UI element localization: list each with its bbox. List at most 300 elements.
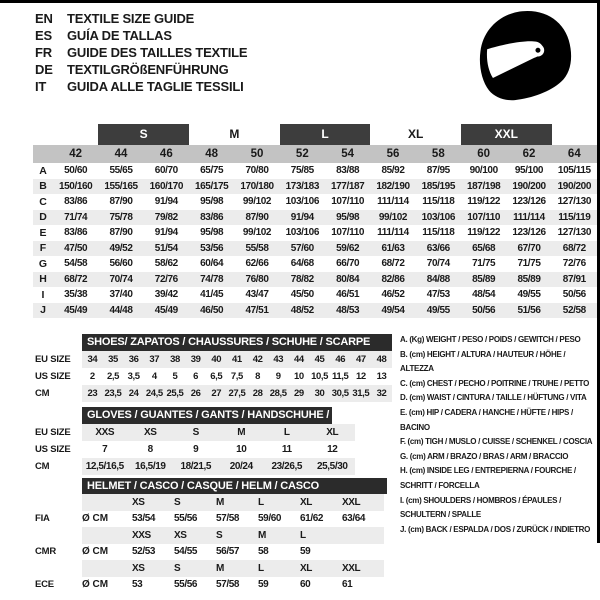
shoes-value: 12 xyxy=(355,371,366,382)
measure-value: 79/82 xyxy=(154,211,178,223)
helmet-value: 57/58 xyxy=(216,513,240,525)
language-code: IT xyxy=(35,79,47,94)
size-column-header: 60 xyxy=(477,148,491,160)
measure-value: 58/62 xyxy=(154,258,178,270)
shoes-value: 42 xyxy=(247,351,268,368)
shoes-value: 30 xyxy=(309,385,330,402)
measure-value: 48/53 xyxy=(336,304,360,316)
measure-value: 49/54 xyxy=(381,304,405,316)
standard-label-cmr: CMR xyxy=(35,546,57,558)
size-column-header: 42 xyxy=(69,148,83,160)
measure-value: 48/52 xyxy=(290,304,314,316)
size-column-header: 62 xyxy=(522,148,536,160)
shoes-value: 4 xyxy=(151,371,157,382)
size-column-header: 44 xyxy=(114,148,128,160)
helmet-value: 55/56 xyxy=(174,579,198,591)
measure-value: 107/110 xyxy=(331,196,365,208)
measure-value: 44/48 xyxy=(109,304,133,316)
helmet-value: XL xyxy=(300,560,342,577)
helmet-size-row xyxy=(35,560,387,577)
shoes-value: 5 xyxy=(172,371,178,382)
shoes-value: 2,5 xyxy=(106,371,119,382)
shoes-value: 2 xyxy=(89,371,95,382)
size-column-header: 48 xyxy=(205,148,219,160)
gloves-value: 12 xyxy=(327,444,338,455)
helmet-value: XXL xyxy=(342,494,384,511)
helmet-value: XXS xyxy=(132,527,174,544)
shoes-value: 37 xyxy=(144,351,165,368)
measure-value: 78/82 xyxy=(290,273,314,285)
helmet-value: S xyxy=(174,494,216,511)
helmet-size-row xyxy=(35,527,387,544)
legend-item: C. (cm) CHEST / PECHO / POITRINE / TRUHE / PETTO xyxy=(400,378,590,388)
row-letter: H xyxy=(39,273,47,286)
row-label-us-size: US SIZE xyxy=(35,371,71,382)
size-header-row xyxy=(33,145,597,163)
measure-value: 55/65 xyxy=(109,165,133,177)
measure-value: 49/52 xyxy=(109,242,133,254)
measure-value: 56/60 xyxy=(109,258,133,270)
language-code: ES xyxy=(35,28,52,43)
gloves-size-table xyxy=(35,407,373,475)
shoes-value: 30,5 xyxy=(330,385,351,402)
legend-item: F. (cm) TIGH / MUSLO / CUISSE / SCHENKEL / COSCIA xyxy=(400,437,593,447)
measure-value: 45/49 xyxy=(154,304,178,316)
measure-value: 83/86 xyxy=(64,196,88,208)
gloves-row xyxy=(35,458,355,475)
measure-value: 62/66 xyxy=(245,258,269,270)
measure-value: 87/91 xyxy=(562,273,586,285)
measure-value: 80/84 xyxy=(336,273,360,285)
measure-value: 67/70 xyxy=(517,242,541,254)
helmet-value: XL xyxy=(300,494,342,511)
measure-value: 99/102 xyxy=(242,196,272,208)
legend-item: G. (cm) ARM / BRAZO / BRAS / ARM / BRACCIO xyxy=(400,451,569,461)
measure-value: 182/190 xyxy=(376,180,410,192)
row-letter: F xyxy=(39,242,47,255)
measure-value: 55/58 xyxy=(245,242,269,254)
size-group-xl: XL xyxy=(407,127,424,141)
size-column-header: 46 xyxy=(159,148,173,160)
diameter-cm-label xyxy=(82,527,132,544)
gloves-value: 12,5/16,5 xyxy=(82,458,128,475)
measure-value: 63/66 xyxy=(426,242,450,254)
measure-value: 84/88 xyxy=(426,273,450,285)
row-letter: E xyxy=(39,226,47,239)
measure-value: 95/98 xyxy=(200,227,224,239)
row-letter: J xyxy=(40,304,46,317)
legend-item: E. (cm) HIP / CADERA / HANCHE / HÜFTE / HIPS / BACINO xyxy=(400,407,573,432)
measure-value: 111/114 xyxy=(377,196,409,208)
measure-value: 65/68 xyxy=(472,242,496,254)
measure-value: 68/72 xyxy=(562,242,586,254)
measure-value: 75/85 xyxy=(290,165,314,177)
shoes-value: 36 xyxy=(123,351,144,368)
measure-value: 71/74 xyxy=(64,211,88,223)
diameter-cm-label: Ø CM xyxy=(82,579,109,591)
gloves-value: XS xyxy=(128,424,174,441)
measure-value: 91/94 xyxy=(154,196,178,208)
shoes-value: 10 xyxy=(294,371,304,382)
measure-value: 190/200 xyxy=(512,180,546,192)
measure-value: 150/160 xyxy=(58,180,93,192)
measure-row-e xyxy=(33,225,597,241)
measure-value: 76/80 xyxy=(245,273,269,285)
measure-row-c xyxy=(33,194,597,210)
shoes-row xyxy=(35,385,392,402)
measure-value: 70/74 xyxy=(426,258,450,270)
measure-value: 115/119 xyxy=(558,211,591,223)
shoes-size-table xyxy=(35,334,392,402)
legend-item: J. (cm) BACK / ESPALDA / DOS / ZURÜCK / INDIETRO xyxy=(400,524,591,534)
measure-value: 103/106 xyxy=(285,196,319,208)
helmet-value: 60 xyxy=(300,579,311,591)
measure-value: 47/50 xyxy=(64,242,88,254)
helmet-size-table xyxy=(35,478,387,593)
measure-value: 48/54 xyxy=(472,289,496,301)
row-label-cm: CM xyxy=(35,388,50,399)
measure-value: 51/56 xyxy=(517,304,541,316)
measure-row-b xyxy=(33,179,597,195)
measure-value: 173/183 xyxy=(285,180,319,192)
measure-value: 87/90 xyxy=(245,211,269,223)
measure-value: 82/86 xyxy=(381,273,405,285)
row-letter: G xyxy=(38,257,48,270)
measure-value: 85/92 xyxy=(381,165,405,177)
measure-value: 35/38 xyxy=(64,289,88,301)
measure-row-h xyxy=(33,272,597,288)
measure-value: 50/56 xyxy=(562,289,586,301)
measure-value: 103/106 xyxy=(421,211,455,223)
measure-value: 68/72 xyxy=(64,273,88,285)
measure-value: 123/126 xyxy=(512,196,546,208)
measure-value: 43/47 xyxy=(245,289,269,301)
measure-value: 61/63 xyxy=(381,242,405,254)
measure-value: 111/114 xyxy=(513,211,545,223)
shoes-value: 26 xyxy=(185,385,206,402)
gloves-value: L xyxy=(264,424,310,441)
measure-value: 87/90 xyxy=(109,227,133,239)
gloves-value: 18/21,5 xyxy=(173,458,219,475)
row-letter: C xyxy=(39,195,47,208)
shoes-value: 13 xyxy=(376,371,387,382)
diameter-cm-label xyxy=(82,494,132,511)
measure-value: 75/78 xyxy=(109,211,133,223)
measure-value: 50/56 xyxy=(472,304,496,316)
measure-value: 71/75 xyxy=(517,258,541,270)
shoes-value: 48 xyxy=(371,351,392,368)
helmet-value: 59/60 xyxy=(258,513,282,525)
size-column-header: 58 xyxy=(431,148,445,160)
helmet-value: L xyxy=(258,560,300,577)
measure-value: 155/165 xyxy=(104,180,138,192)
shoes-value: 46 xyxy=(330,351,351,368)
size-group-row xyxy=(33,124,597,145)
gloves-value: 10 xyxy=(236,444,247,455)
legend-item: I. (cm) SHOULDERS / HOMBROS / ÉPAULES / SCHULTERN / SPALLE xyxy=(400,495,562,520)
measure-value: 45/50 xyxy=(290,289,314,301)
measure-value: 87/90 xyxy=(109,196,133,208)
size-column-header: 56 xyxy=(386,148,400,160)
language-code: EN xyxy=(35,11,53,26)
legend-item: B. (cm) HEIGHT / ALTURA / HAUTEUR / HÖHE / ALTEZZA xyxy=(400,349,566,374)
legend-item: D. (cm) WAIST / CINTURA / TAILLE / HÜFTUNG / VITA xyxy=(400,393,587,403)
shoes-section-title: SHOES/ ZAPATOS / CHAUSSURES / SCHUHE / SCARPE xyxy=(82,334,392,351)
row-label-eu-size: EU SIZE xyxy=(35,427,71,438)
measure-value: 187/198 xyxy=(466,180,501,192)
measure-value: 95/98 xyxy=(336,211,360,223)
measure-value: 190/200 xyxy=(557,180,591,192)
measure-value: 85/89 xyxy=(517,273,541,285)
measure-value: 127/130 xyxy=(557,227,591,239)
shoes-value: 6 xyxy=(193,371,199,382)
shoes-value: 31,5 xyxy=(351,385,372,402)
language-title: TEXTILE SIZE GUIDE xyxy=(67,11,195,26)
shoes-value: 24,5 xyxy=(144,385,165,402)
shoes-value: 32 xyxy=(371,385,392,402)
measure-row-g xyxy=(33,256,597,272)
measure-value: 45/49 xyxy=(64,304,88,316)
shoes-value: 38 xyxy=(165,351,186,368)
shoes-value: 24 xyxy=(123,385,144,402)
gloves-row xyxy=(35,441,355,458)
helmet-value: XS xyxy=(132,560,174,577)
measure-value: 60/64 xyxy=(200,258,224,270)
shoes-value: 27,5 xyxy=(227,385,248,402)
shoes-value: 27 xyxy=(206,385,227,402)
measure-value: 64/68 xyxy=(290,258,314,270)
helmet-value: 61/62 xyxy=(300,513,324,525)
row-label-cm: CM xyxy=(35,461,50,472)
size-group-s: S xyxy=(98,124,189,145)
shoes-value: 40 xyxy=(206,351,227,368)
helmet-value: XS xyxy=(174,527,216,544)
shoes-value: 39 xyxy=(185,351,206,368)
helmet-value xyxy=(342,527,384,544)
language-title: GUIDE DES TAILLES TEXTILE xyxy=(67,45,248,60)
measure-value: 119/122 xyxy=(467,196,501,208)
measure-value: 72/76 xyxy=(154,273,178,285)
helmet-size-row xyxy=(35,494,387,511)
measure-value: 50/60 xyxy=(64,165,88,177)
shoes-value: 44 xyxy=(289,351,310,368)
measure-value: 99/102 xyxy=(242,227,272,239)
helmet-row-cmr xyxy=(35,544,387,561)
measure-value: 87/95 xyxy=(426,165,450,177)
language-code: FR xyxy=(35,45,52,60)
diameter-cm-label xyxy=(82,560,132,577)
size-group-m: M xyxy=(229,127,240,141)
shoes-value: 7,5 xyxy=(230,371,243,382)
measure-value: 46/50 xyxy=(200,304,224,316)
measure-value: 71/75 xyxy=(472,258,496,270)
helmet-value: XXL xyxy=(342,560,384,577)
legend-item: A. (Kg) WEIGHT / PESO / POIDS / GEWITCH / PESO xyxy=(400,335,581,344)
shoes-value: 10,5 xyxy=(311,371,328,382)
measure-value: 68/72 xyxy=(381,258,405,270)
shoes-value: 6,5 xyxy=(210,371,223,382)
measure-value: 160/170 xyxy=(149,180,183,192)
helmet-value: XS xyxy=(132,494,174,511)
language-code: DE xyxy=(35,62,53,77)
measure-value: 115/118 xyxy=(422,227,455,239)
measure-value: 37/40 xyxy=(109,289,133,301)
shoes-value: 43 xyxy=(268,351,289,368)
gloves-value: XL xyxy=(310,424,356,441)
helmet-value: L xyxy=(258,494,300,511)
size-group-l: L xyxy=(280,124,371,145)
measure-value: 57/60 xyxy=(290,242,314,254)
helmet-section-title: HELMET / CASCO / CASQUE / HELM / CASCO xyxy=(82,478,387,494)
helmet-value: M xyxy=(258,527,300,544)
measure-value: 70/74 xyxy=(109,273,133,285)
helmet-value: 58 xyxy=(258,546,269,558)
shoes-value: 28,5 xyxy=(268,385,289,402)
gloves-value: 25,5/30 xyxy=(310,458,356,475)
shoes-row xyxy=(35,368,392,385)
language-title-list xyxy=(35,10,247,95)
measure-value: 95/98 xyxy=(200,196,224,208)
gloves-section-title: GLOVES / GUANTES / GANTS / HANDSCHUHE / GUANTI xyxy=(82,407,332,424)
size-column-header: 64 xyxy=(567,148,581,160)
helmet-value: 63/64 xyxy=(342,513,366,525)
helmet-value: 57/58 xyxy=(216,579,240,591)
row-label-eu-size: EU SIZE xyxy=(35,354,71,365)
language-row xyxy=(35,10,247,27)
measure-value: 54/58 xyxy=(64,258,88,270)
measure-value: 95/100 xyxy=(514,165,544,177)
gloves-value: S xyxy=(173,424,219,441)
measure-value: 49/55 xyxy=(426,304,450,316)
shoes-value: 47 xyxy=(351,351,372,368)
helmet-value: M xyxy=(216,494,258,511)
helmet-value: 56/57 xyxy=(216,546,240,558)
textile-size-table xyxy=(33,124,597,318)
shoes-value: 23,5 xyxy=(103,385,124,402)
measure-value: 49/55 xyxy=(517,289,541,301)
language-title: GUIDA ALLE TAGLIE TESSILI xyxy=(67,79,244,94)
language-row xyxy=(35,61,247,78)
measure-value: 60/70 xyxy=(154,165,178,177)
legend-item: H. (cm) INSIDE LEG / ENTREPIERNA / FOURCHE / SCHRITT / FORCELLA xyxy=(400,466,576,490)
helmet-value: 61 xyxy=(342,579,353,591)
helmet-value xyxy=(342,544,384,561)
size-column-header: 50 xyxy=(250,148,264,160)
size-column-header: 54 xyxy=(341,148,355,160)
racing-helmet-icon xyxy=(468,6,583,111)
measure-value: 177/187 xyxy=(330,180,365,192)
gloves-value: 8 xyxy=(147,444,153,455)
measure-value: 51/54 xyxy=(154,242,178,254)
shoes-value: 45 xyxy=(309,351,330,368)
measure-value: 99/102 xyxy=(378,211,408,223)
shoes-row xyxy=(35,351,392,368)
gloves-value: M xyxy=(219,424,265,441)
measure-value: 52/58 xyxy=(562,304,586,316)
shoes-value: 29 xyxy=(289,385,310,402)
measure-value: 127/130 xyxy=(557,196,591,208)
row-label-us-size: US SIZE xyxy=(35,444,71,455)
measure-row-f xyxy=(33,241,597,257)
measure-value: 53/56 xyxy=(200,242,224,254)
shoes-value: 9 xyxy=(275,371,281,382)
measure-value: 47/51 xyxy=(245,304,269,316)
helmet-value: 55/56 xyxy=(174,513,198,525)
measure-value: 72/76 xyxy=(562,258,586,270)
measure-value: 47/53 xyxy=(426,289,450,301)
measure-value: 115/118 xyxy=(422,196,455,208)
gloves-value: 23/26,5 xyxy=(264,458,310,475)
shoes-value: 3,5 xyxy=(127,371,140,382)
size-group-xxl: XXL xyxy=(461,124,552,145)
measure-value: 85/89 xyxy=(472,273,496,285)
measure-value: 83/86 xyxy=(64,227,88,239)
shoes-value: 35 xyxy=(103,351,124,368)
shoes-value: 41 xyxy=(227,351,248,368)
language-row xyxy=(35,44,247,61)
measure-value: 105/115 xyxy=(557,165,591,177)
shoes-value: 11,5 xyxy=(332,371,349,382)
helmet-value: 59 xyxy=(300,546,311,558)
measure-value: 165/175 xyxy=(194,180,229,192)
top-border-rule xyxy=(0,0,600,3)
diameter-cm-label: Ø CM xyxy=(82,513,109,525)
measure-value: 123/126 xyxy=(512,227,546,239)
helmet-value: M xyxy=(216,560,258,577)
measure-value: 74/78 xyxy=(200,273,224,285)
helmet-value: 53 xyxy=(132,579,143,591)
measure-value: 103/106 xyxy=(285,227,319,239)
row-letter: B xyxy=(39,180,47,193)
gloves-row xyxy=(35,424,355,441)
measure-value: 111/114 xyxy=(377,227,409,239)
measure-value: 39/42 xyxy=(154,289,178,301)
measure-value: 83/86 xyxy=(200,211,224,223)
measure-row-d xyxy=(33,210,597,226)
shoes-value: 8 xyxy=(255,371,261,382)
gloves-value: 16,5/19 xyxy=(128,458,174,475)
measure-value: 119/122 xyxy=(467,227,501,239)
gloves-value: 20/24 xyxy=(219,458,265,475)
diameter-cm-label: Ø CM xyxy=(82,546,109,558)
language-title: TEXTILGRÖßENFÜHRUNG xyxy=(67,62,229,77)
gloves-value: 9 xyxy=(193,444,199,455)
row-letter: A xyxy=(39,164,47,177)
gloves-value: XXS xyxy=(82,424,128,441)
measure-value: 83/88 xyxy=(336,165,360,177)
measure-value: 66/70 xyxy=(336,258,360,270)
helmet-value: 52/53 xyxy=(132,546,156,558)
size-column-header: 52 xyxy=(295,148,309,160)
measure-value: 65/75 xyxy=(200,165,224,177)
gloves-value: 11 xyxy=(281,444,292,455)
language-title: GUÍA DE TALLAS xyxy=(67,28,172,43)
helmet-value: 59 xyxy=(258,579,269,591)
standard-label-fia: FIA xyxy=(35,513,50,525)
measure-value: 70/80 xyxy=(245,165,269,177)
helmet-value: 53/54 xyxy=(132,513,156,525)
measure-value: 46/52 xyxy=(381,289,405,301)
measure-value: 91/94 xyxy=(154,227,178,239)
measure-value: 46/51 xyxy=(336,289,360,301)
measure-value: 107/110 xyxy=(467,211,501,223)
measure-value: 91/94 xyxy=(290,211,314,223)
measure-value: 185/195 xyxy=(421,180,455,192)
language-row xyxy=(35,78,247,95)
helmet-value: 54/55 xyxy=(174,546,198,558)
measure-value: 107/110 xyxy=(331,227,365,239)
gloves-value: 7 xyxy=(102,444,108,455)
